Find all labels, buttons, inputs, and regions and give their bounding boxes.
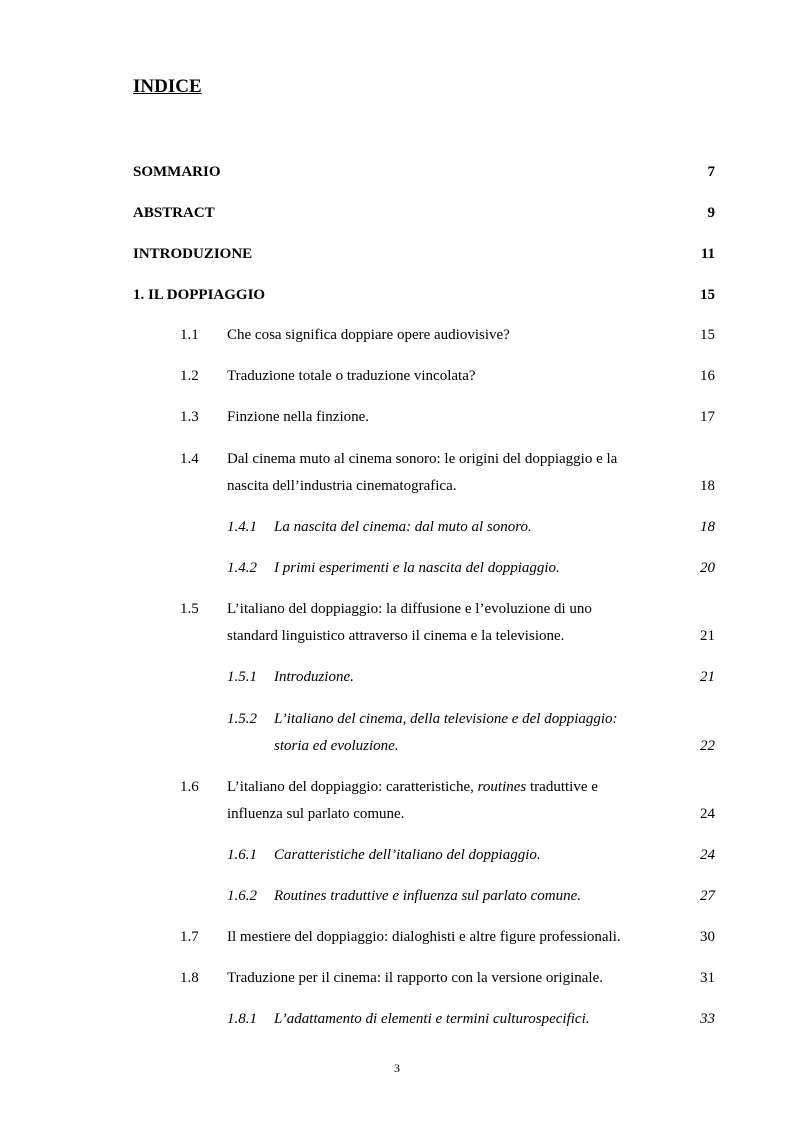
toc-subsection-title[interactable]: La nascita del cinema: dal muto al sonoro. bbox=[274, 519, 532, 535]
toc-entry-sommario[interactable]: SOMMARIO bbox=[133, 164, 221, 180]
toc-subsection-page: 18 bbox=[700, 519, 715, 535]
toc-subsection-page: 24 bbox=[700, 847, 715, 863]
toc-subsection-number: 1.5.1 bbox=[227, 669, 257, 685]
toc-subsection-number: 1.8.1 bbox=[227, 1011, 257, 1027]
toc-section-title-line1[interactable]: L’italiano del doppiaggio: la diffusione e l’evoluzione di uno bbox=[227, 601, 592, 617]
toc-subsection-title[interactable]: L’adattamento di elementi e termini culturospecifici. bbox=[274, 1011, 590, 1027]
toc-section-number: 1.5 bbox=[180, 601, 199, 617]
toc-subsection-page: 27 bbox=[700, 888, 715, 904]
toc-subsection-number: 1.4.1 bbox=[227, 519, 257, 535]
toc-page-abstract: 9 bbox=[707, 205, 715, 221]
toc-section-title[interactable]: Traduzione totale o traduzione vincolata? bbox=[227, 368, 476, 384]
toc-subsection-number: 1.5.2 bbox=[227, 711, 257, 727]
toc-title-part: L’italiano del doppiaggio: caratteristiche, bbox=[227, 779, 478, 795]
toc-section-page: 31 bbox=[700, 970, 715, 986]
toc-subsection-page: 20 bbox=[700, 560, 715, 576]
toc-section-page: 16 bbox=[700, 368, 715, 384]
toc-section-number: 1.1 bbox=[180, 327, 199, 343]
toc-subsection-title-line2[interactable]: storia ed evoluzione. bbox=[274, 738, 399, 754]
toc-subsection-page: 33 bbox=[700, 1011, 715, 1027]
page-number: 3 bbox=[394, 1061, 400, 1075]
toc-section-title-line2[interactable]: influenza sul parlato comune. bbox=[227, 806, 405, 822]
toc-title-part: traduttive e bbox=[526, 779, 598, 795]
toc-subsection-number: 1.4.2 bbox=[227, 560, 257, 576]
toc-section-number: 1.4 bbox=[180, 451, 199, 467]
toc-section-page: 21 bbox=[700, 628, 715, 644]
toc-section-number: 1.7 bbox=[180, 929, 199, 945]
toc-section-number: 1.2 bbox=[180, 368, 199, 384]
toc-page-introduzione: 11 bbox=[700, 246, 715, 262]
toc-section-number: 1.6 bbox=[180, 779, 199, 795]
toc-section-page: 18 bbox=[700, 478, 715, 494]
toc-subsection-number: 1.6.2 bbox=[227, 888, 257, 904]
toc-subsection-title[interactable]: I primi esperimenti e la nascita del doppiaggio. bbox=[274, 560, 560, 576]
toc-section-title[interactable]: Il mestiere del doppiaggio: dialoghisti e altre figure professionali. bbox=[227, 929, 621, 945]
toc-subsection-title[interactable]: Caratteristiche dell’italiano del doppiaggio. bbox=[274, 847, 541, 863]
toc-subsection-page: 22 bbox=[700, 738, 715, 754]
toc-section-title-line1[interactable] bbox=[227, 777, 598, 797]
toc-section-number: 1.8 bbox=[180, 970, 199, 986]
toc-page-chapter-1: 15 bbox=[700, 287, 715, 303]
toc-section-title[interactable]: Finzione nella finzione. bbox=[227, 409, 370, 425]
toc-subsection-title[interactable]: Introduzione. bbox=[274, 669, 354, 685]
toc-section-title-line2[interactable]: standard linguistico attraverso il cinema e la televisione. bbox=[227, 628, 565, 644]
toc-subsection-title-line1[interactable]: L’italiano del cinema, della televisione e del doppiaggio: bbox=[274, 711, 618, 727]
toc-section-number: 1.3 bbox=[180, 409, 199, 425]
toc-section-page: 24 bbox=[700, 806, 715, 822]
toc-title-emphasis: routines bbox=[477, 779, 527, 795]
toc-section-title[interactable]: Che cosa significa doppiare opere audiovisive? bbox=[227, 327, 510, 343]
page-title: INDICE bbox=[133, 76, 202, 97]
toc-section-page: 15 bbox=[700, 327, 715, 343]
toc-entry-chapter-1[interactable]: 1. IL DOPPIAGGIO bbox=[133, 287, 266, 303]
toc-subsection-number: 1.6.1 bbox=[227, 847, 257, 863]
toc-page-sommario: 7 bbox=[707, 164, 715, 180]
toc-section-title[interactable]: Traduzione per il cinema: il rapporto con la versione originale. bbox=[227, 970, 603, 986]
toc-subsection-title[interactable]: Routines traduttive e influenza sul parlato comune. bbox=[274, 888, 582, 904]
toc-entry-abstract[interactable]: ABSTRACT bbox=[133, 205, 215, 221]
toc-section-page: 30 bbox=[700, 929, 715, 945]
toc-entry-introduzione[interactable]: INTRODUZIONE bbox=[133, 246, 253, 262]
toc-section-title-line1[interactable]: Dal cinema muto al cinema sonoro: le origini del doppiaggio e la bbox=[227, 451, 618, 467]
toc-subsection-page: 21 bbox=[700, 669, 715, 685]
toc-section-page: 17 bbox=[700, 409, 715, 425]
toc-section-title-line2[interactable]: nascita dell’industria cinematografica. bbox=[227, 478, 457, 494]
